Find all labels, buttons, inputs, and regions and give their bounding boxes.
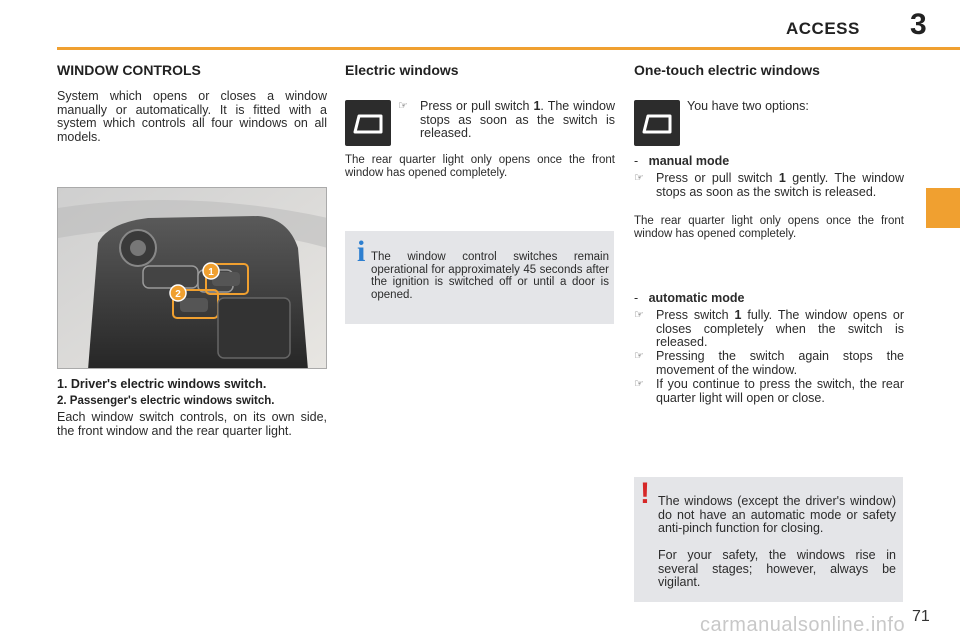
switch-controls-text: Each window switch controls, on its own side, the front window and the rear quarter light. bbox=[57, 410, 327, 438]
pointing-hand-icon: ☞ bbox=[398, 100, 408, 112]
chapter-number: 3 bbox=[910, 8, 927, 41]
manual-mode-label: - manual mode bbox=[634, 154, 730, 168]
chapter-side-tab bbox=[926, 188, 960, 228]
one-touch-heading: One-touch electric windows bbox=[634, 62, 820, 78]
warning-text-1: The windows (except the driver's window) do not have an automatic mode or safety anti-pinch function for closing. bbox=[658, 494, 896, 535]
door-panel-illustration bbox=[58, 188, 327, 369]
pointing-hand-icon: ☞ bbox=[634, 378, 644, 390]
window-controls-intro: System which opens or closes a window manually or automatically. It is fitted with a system which controls all four windows on all models. bbox=[57, 89, 327, 144]
info-icon: i bbox=[357, 235, 366, 268]
options-text: You have two options: bbox=[687, 99, 809, 113]
window-controls-heading: WINDOW CONTROLS bbox=[57, 62, 201, 78]
automatic-mode-label: - automatic mode bbox=[634, 291, 745, 305]
rear-quarter-note: The rear quarter light only opens once the front window has opened completely. bbox=[345, 154, 615, 179]
header-rule bbox=[57, 47, 960, 50]
page-number: 71 bbox=[912, 608, 930, 625]
warning-box bbox=[634, 477, 903, 602]
watermark: carmanualsonline.info bbox=[700, 614, 906, 636]
manual-rear-quarter-note: The rear quarter light only opens once the front window has opened completely. bbox=[634, 215, 904, 240]
electric-windows-heading: Electric windows bbox=[345, 62, 459, 78]
caption-driver-switch: 1. Driver's electric windows switch. bbox=[57, 377, 267, 391]
caption-passenger-switch: 2. Passenger's electric windows switch. bbox=[57, 395, 275, 407]
info-box bbox=[345, 231, 614, 324]
callout-2: 2 bbox=[175, 289, 181, 300]
warning-text-2: For your safety, the windows rise in several stages; however, always be vigilant. bbox=[658, 548, 896, 589]
window-switch-photo bbox=[57, 187, 327, 369]
one-touch-switch-icon bbox=[634, 100, 680, 146]
pointing-hand-icon: ☞ bbox=[634, 172, 644, 184]
pointing-hand-icon: ☞ bbox=[634, 309, 644, 321]
pointing-hand-icon: ☞ bbox=[634, 350, 644, 362]
chapter-title: ACCESS bbox=[786, 19, 860, 38]
warning-icon: ! bbox=[640, 477, 650, 510]
callout-1: 1 bbox=[208, 267, 214, 278]
window-switch-icon bbox=[345, 100, 391, 146]
info-text: The window control switches remain operational for approximately 45 seconds after the ignition is switched off or until a door is opened. bbox=[371, 251, 609, 301]
